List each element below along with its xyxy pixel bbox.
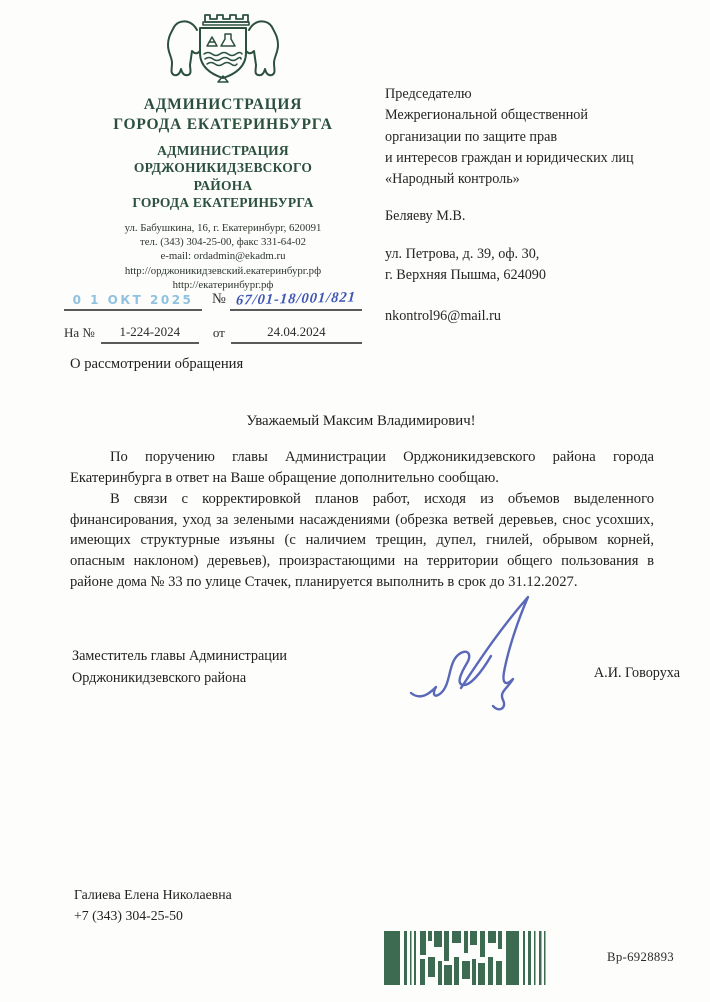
incoming-number: 1-224-2024 xyxy=(101,324,199,344)
division-title-line3: РАЙОНА xyxy=(193,177,253,193)
letterhead-contacts xyxy=(62,221,384,292)
yekaterinburg-coat-of-arms-icon xyxy=(157,6,289,84)
signer-role xyxy=(72,646,287,689)
signer-name: А.И. Говоруха xyxy=(593,665,680,681)
recipient-org-line: Межрегиональной общественной xyxy=(385,107,588,124)
outgoing-number-cell xyxy=(230,291,362,311)
letterhead xyxy=(62,6,384,292)
division-title-line4: ГОРОДА ЕКАТЕРИНБУРГА xyxy=(132,195,314,211)
signer-role-line1: Заместитель главы Администрации xyxy=(72,648,288,664)
body-paragraph-1: По поручению главы Администрации Орджоникидзевского района города Екатеринбурга в ответ на Ваше обращение дополнительно сообщаю. xyxy=(70,449,654,486)
division-title-line2: ОРДЖОНИКИДЗЕВСКОГО xyxy=(133,160,313,176)
recipient-title: Председателю xyxy=(385,86,472,102)
spacer xyxy=(385,228,690,244)
salutation: Уважаемый Максим Владимирович! xyxy=(246,413,476,429)
signer-role-line2: Орджоникидзевского района xyxy=(72,669,247,686)
org-title xyxy=(62,95,384,135)
org-title-line1: АДМИНИСТРАЦИЯ xyxy=(143,96,303,113)
handwritten-outgoing-number: 67/01-18/001/821 xyxy=(235,289,357,309)
incoming-date: 24.04.2024 xyxy=(231,324,362,344)
incoming-number-label: На № xyxy=(64,325,95,340)
body-paragraph-2: В связи с корректировкой планов работ, исходя из объемов выделенного финансирования, уход за зелеными насаждениями (обрезка ветвей деревьев, снос усохших, имеющих структурные изъяны (с наличием трещин, дупел, гнилей, обрывом корней, опасным наклоном) деревьев), произрастающими на территории общего пользования в районе дома № 33 по улице Стачек, планируется выполнить в срок до 31.12.2027. xyxy=(70,490,654,591)
barcode-label: Вр-6928893 xyxy=(607,950,674,964)
from-label: от xyxy=(212,325,225,340)
division-title-line1: АДМИНИСТРАЦИЯ xyxy=(157,142,289,158)
letterhead-website-city: http://екатеринбург.рф xyxy=(172,278,274,291)
subject-line: О рассмотрении обращения xyxy=(70,356,244,372)
spacer xyxy=(385,190,690,206)
letterhead-postal-address: ул. Бабушкина, 16, г. Екатеринбург, 620091 xyxy=(124,221,322,234)
recipient-person-name: Беляеву М.В. xyxy=(385,208,466,225)
date-stamp: 0 1 ОКТ 2025 xyxy=(64,293,202,311)
incoming-reference-row xyxy=(64,318,362,344)
org-title-line2: ГОРОДА ЕКАТЕРИНБУРГА xyxy=(113,115,333,133)
letterhead-website-district: http://орджоникидзевский.екатеринбург.рф xyxy=(124,264,322,277)
recipient-org-line: организации по защите прав xyxy=(385,128,558,145)
recipient-block xyxy=(385,84,690,328)
letterhead-email: e-mail: ordadmin@ekadm.ru xyxy=(160,250,286,263)
document-barcode xyxy=(384,931,560,985)
spacer xyxy=(385,286,690,306)
letterhead-phone-fax: тел. (343) 304-25-00, факс 331-64-02 xyxy=(140,236,306,249)
executor-name: Галиева Елена Николаевна xyxy=(74,887,232,902)
recipient-org-name: «Народный контроль» xyxy=(385,171,520,188)
recipient-street-address: ул. Петрова, д. 39, оф. 30, xyxy=(385,245,540,262)
handwritten-signature xyxy=(405,593,565,718)
letter-body xyxy=(70,447,654,593)
recipient-email: nkontrol96@mail.ru xyxy=(385,308,501,325)
number-sign: № xyxy=(212,291,226,307)
recipient-org-line: и интересов граждан и юридических лиц xyxy=(385,149,634,166)
reference-block xyxy=(64,285,362,344)
division-title xyxy=(62,142,384,212)
executor-block xyxy=(74,885,232,926)
executor-phone: +7 (343) 304-25-50 xyxy=(74,907,183,923)
outgoing-reference-row xyxy=(64,285,362,311)
recipient-city-address: г. Верхняя Пышма, 624090 xyxy=(385,267,546,284)
